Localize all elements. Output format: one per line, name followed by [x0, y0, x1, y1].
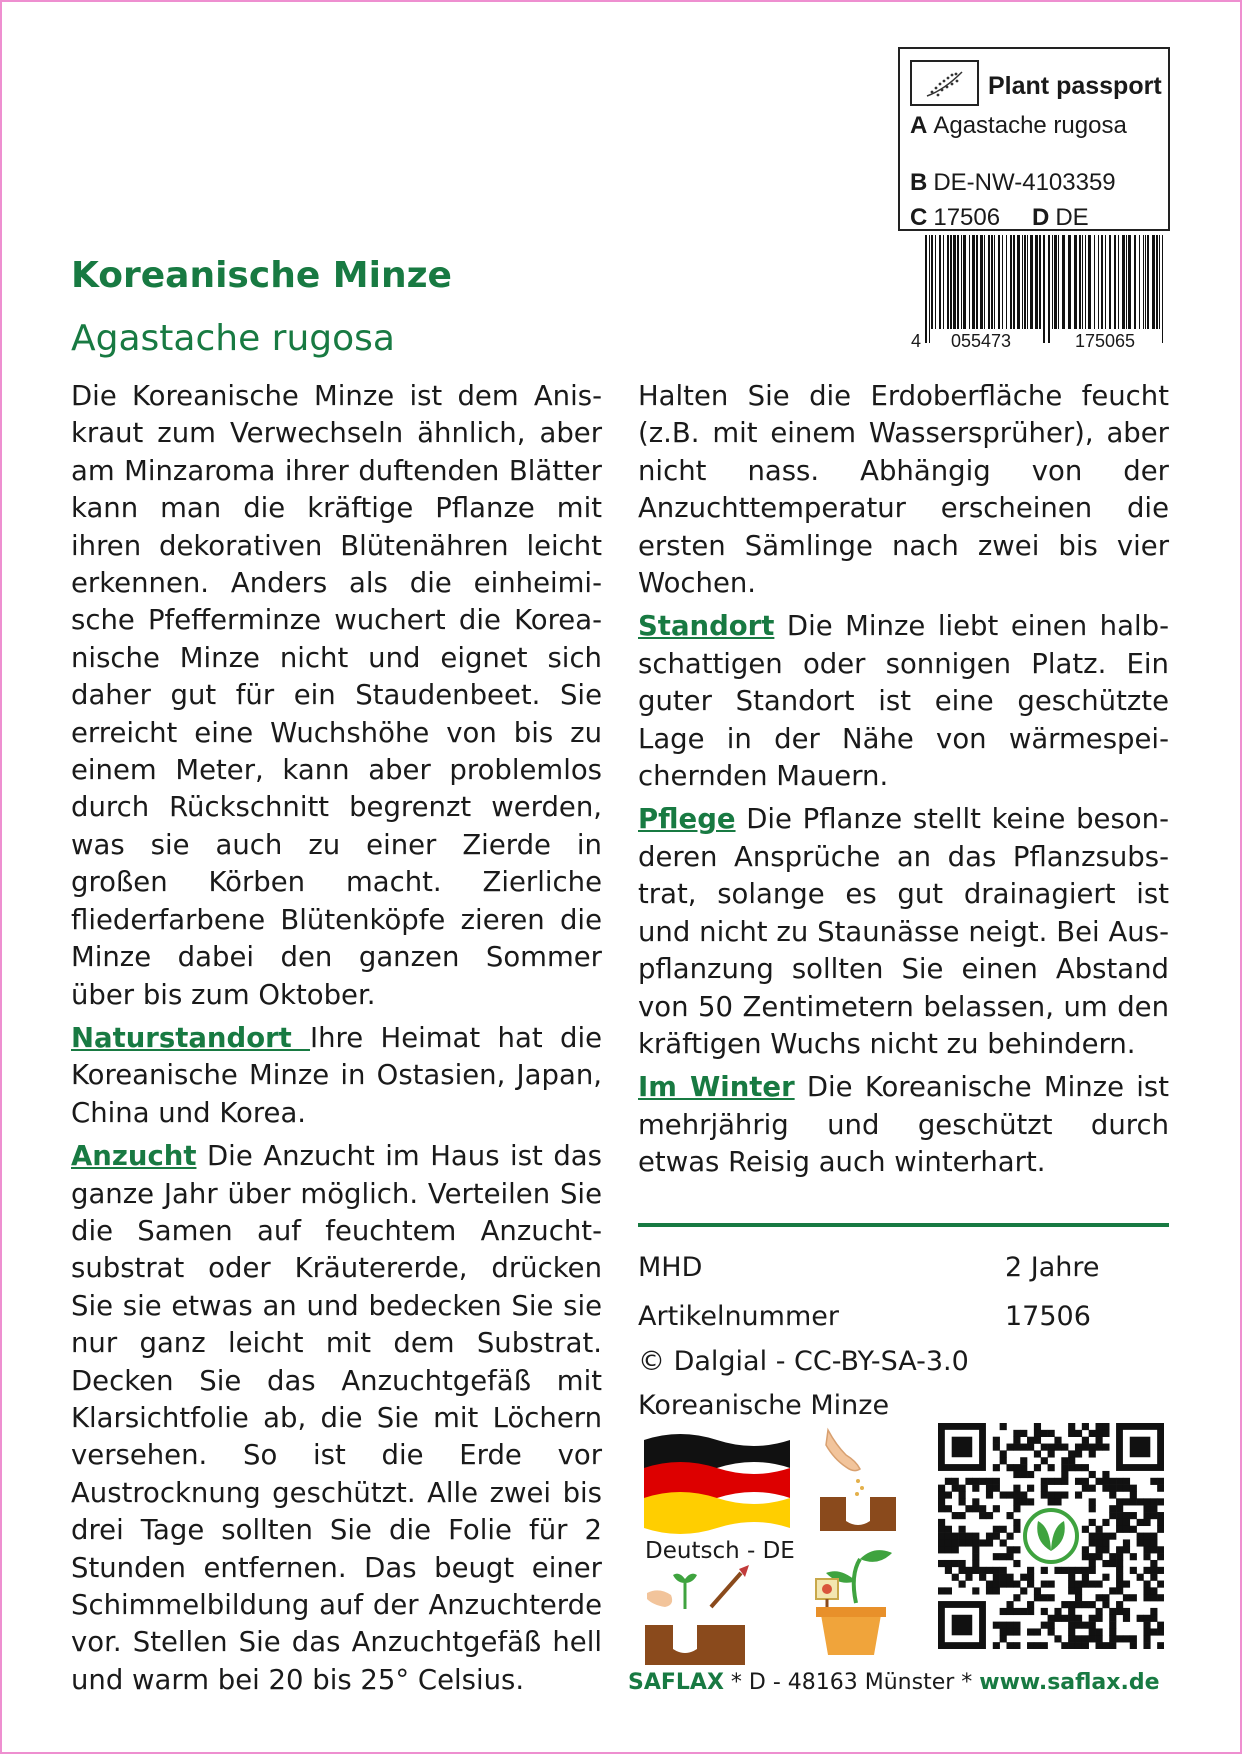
brand-name: SAFLAX	[628, 1670, 724, 1695]
potted-seedling-icon	[800, 1545, 900, 1657]
standort-heading: Standort	[638, 610, 775, 643]
anzucht-heading: Anzucht	[71, 1140, 197, 1173]
barcode-digits-left: 055473	[951, 331, 1012, 351]
text-column-left	[71, 378, 602, 1705]
website-link[interactable]: www.saflax.de	[979, 1670, 1160, 1695]
naturstandort-paragraph: Naturstandort Ihre Heimat hat die Koreanische Minze in Ostasien, Japan, China und Korea.	[71, 1021, 602, 1129]
barcode-digit-prefix: 4	[911, 331, 922, 351]
barcode-digits-right: 175065	[1075, 331, 1136, 351]
passport-line-d: D DE	[1032, 204, 1089, 231]
qr-code-icon	[938, 1423, 1164, 1649]
pflege-heading: Pflege	[638, 803, 736, 836]
text-column-right	[638, 378, 1169, 1188]
sowing-hand-icon	[816, 1425, 916, 1535]
page-title: Koreanische Minze	[71, 255, 452, 296]
language-label: Deutsch - DE	[645, 1538, 795, 1564]
anzucht-paragraph: Anzucht Die Anzucht im Haus ist das ganze Jahr über möglich. Verteilen Sie die Samen auf feuchtem Anzuchtsubstrat oder Kräutererde, drücken Sie sie etwas an und bedecken Sie sie nur ganz leicht mit dem Substrat. Decken Sie das Anzuchtgefäß mit Klarsichtfolie ab, die Sie mit Löchern versehen. So ist die Erde vor Austrocknung geschützt. Alle zwei bis drei Tage sollten Sie die Folie für 2 Stunden entfernen. Das beugt einer Schimmelbildung auf der Anzuchterde vor. Stellen Sie das Anzuchtgefäß hell und warm bei 20 bis 25° Celsius.	[71, 1140, 602, 1696]
german-flag-icon	[644, 1432, 790, 1536]
seedling-transplant-icon	[645, 1565, 755, 1667]
passport-line-c: C 17506	[910, 204, 1001, 231]
article-number-label: Artikelnummer	[638, 1301, 839, 1332]
footer	[628, 1670, 1160, 1695]
mhd-value: 2 Jahre	[1005, 1252, 1100, 1283]
passport-title: Plant passport	[988, 72, 1162, 100]
plant-passport	[898, 47, 1170, 231]
passport-line-b: B DE-NW-4103359	[910, 169, 1116, 196]
winter-heading: Im Winter	[638, 1071, 795, 1104]
divider	[638, 1223, 1169, 1227]
intro-paragraph: Die Koreanische Minze ist dem Aniskraut zum Verwechseln ähnlich, aber am Minzaroma ihrer duftenden Blätter kann man die kräftige Pflanze mit ihren dekorativen Blütenähren leicht erkennen. Anders als die einheimische Pfefferminze wuchert die Koreanische Minze nicht und eignet sich daher gut für ein Staudenbeet. Sie erreicht eine Wuchshöhe von bis zu einem Meter, kann aber problemlos durch Rückschnitt begrenzt werden, was sie auch zu einer Zierde in großen Körben macht. Zierliche fliederfarbene Blütenköpfe zieren die Minze dabei den ganzen Sommer über bis zum Oktober.	[71, 380, 602, 1011]
anzucht-continued-paragraph: Halten Sie die Erdoberfläche feucht (z.B. mit einem Wassersprüher), aber nicht nass. Abhängig von der Anzuchttemperatur erscheinen die ersten Sämlinge nach zwei bis vier Wochen.	[638, 380, 1169, 600]
barcode	[923, 235, 1169, 345]
winter-paragraph: Im Winter Die Koreanische Minze ist mehrjährig und geschützt durch etwas Reisig auch winterhart.	[638, 1071, 1169, 1179]
standort-paragraph: Standort Die Minze liebt einen halbschattigen oder sonnigen Platz. Ein guter Standort ist eine geschützte Lage in der Nähe von wärmespeichernden Mauern.	[638, 610, 1169, 793]
pflege-paragraph: Pflege Die Pflanze stellt keine besonderen Ansprüche an das Pflanzsubstrat, solange es gut drainagiert ist und nicht zu Staunässe neigt. Bei Auspflanzung sollten Sie einen Abstand von 50 Zentimetern belassen, um den kräftigen Wuchs nicht zu behindern.	[638, 803, 1169, 1060]
mhd-label: MHD	[638, 1252, 703, 1283]
naturstandort-heading: Naturstandort	[71, 1021, 310, 1054]
article-number-value: 17506	[1005, 1301, 1091, 1332]
footer-address: * D - 48163 Münster *	[723, 1670, 980, 1695]
product-caption: Koreanische Minze	[638, 1390, 890, 1421]
eu-organic-logo-icon	[910, 60, 979, 106]
botanical-name: Agastache rugosa	[71, 318, 395, 359]
passport-line-a: A Agastache rugosa	[910, 112, 1127, 139]
image-credit: © Dalgial - CC-BY-SA-3.0	[638, 1346, 969, 1377]
